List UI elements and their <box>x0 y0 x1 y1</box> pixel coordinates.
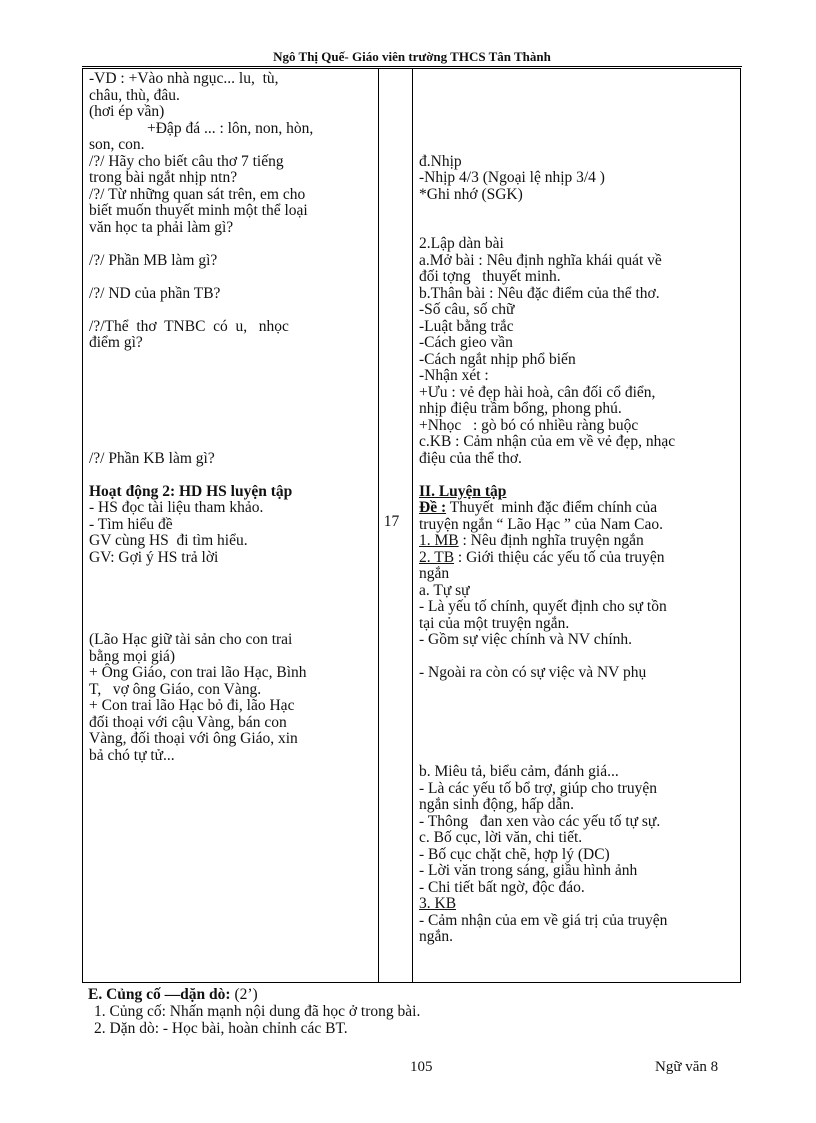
text-line: châu, thù, đâu. <box>89 86 180 104</box>
text-line: /?/ Hãy cho biết câu thơ 7 tiếng <box>89 152 284 170</box>
text-line: truyện ngắn “ Lão Hạc ” của Nam Cao. <box>419 515 664 533</box>
text-line: - Thông đan xen vào các yếu tố tự sự. <box>419 812 661 830</box>
text-line: +Nhọc : gò bó có nhiều ràng buộc <box>419 416 639 434</box>
text-line: - Bố cục chặt chẽ, hợp lý (DC) <box>419 845 610 863</box>
mb-text: : Nêu định nghĩa truyện ngắn <box>458 532 644 549</box>
column-divider-right <box>412 69 413 982</box>
text-line: điểm gì? <box>89 334 143 351</box>
text-line: GV: Gợi ý HS trả lời <box>89 548 219 566</box>
text-line: đ.Nhịp <box>419 152 462 170</box>
text-line: -VD : +Vào nhà ngục... lu, tù, <box>89 70 279 87</box>
text-line: a.Mở bài : Nêu định nghĩa khái quát về <box>419 251 662 269</box>
text-line: đối tợng thuyết minh. <box>419 268 561 285</box>
text-line: ngắn. <box>419 928 454 945</box>
text-line: 2.Lập dàn bài <box>419 235 504 252</box>
text-line: Vàng, đối thoại với ông Giáo, xin <box>89 730 298 747</box>
section-heading: II. Luyện tập <box>419 482 507 500</box>
text-line: T, vợ ông Giáo, con Vàng. <box>89 680 262 698</box>
text-line: *Ghi nhớ (SGK) <box>419 185 523 203</box>
footer-section <box>88 986 420 1037</box>
text-line: son, con. <box>89 136 145 153</box>
text-line: - Là các yếu tố bổ trợ, giúp cho truyện <box>419 779 658 797</box>
text-line: +Ưu : vẻ đẹp hài hoà, cân đối cổ điển, <box>419 383 656 401</box>
footer-title: E. Củng cố —dặn dò: <box>88 986 231 1003</box>
text-line <box>419 550 735 567</box>
text-line: 3. KB <box>419 895 457 912</box>
text-line: + Ông Giáo, con trai lão Hạc, Bình <box>89 664 307 681</box>
text-line: /?/ Phần MB làm gì? <box>89 251 218 269</box>
text-line: tại của một truyện ngắn. <box>419 614 570 632</box>
text-line: -Nhận xét : <box>419 367 489 384</box>
text-line <box>419 500 735 517</box>
text-line <box>419 533 735 550</box>
text-line: a. Tự sự <box>419 581 470 599</box>
text-line: trong bài ngắt nhịp ntn? <box>89 169 238 186</box>
text-line: ngắn sinh động, hấp dẫn. <box>419 796 574 813</box>
text-line: bằng mọi giá) <box>89 647 176 665</box>
text-line: /?/ Phần KB làm gì? <box>89 449 215 467</box>
text-line: - HS đọc tài liệu tham khảo. <box>89 499 264 516</box>
text-line: - Chi tiết bất ngờ, độc đáo. <box>419 878 585 896</box>
text-line: - Cảm nhận của em về giá trị của truyện <box>419 911 668 929</box>
text-line: + Con trai lão Hạc bỏ đi, lão Hạc <box>89 697 295 714</box>
text-line: b.Thân bài : Nêu đặc điểm của thể thơ. <box>419 284 660 302</box>
text-line: GV cùng HS đi tìm hiểu. <box>89 532 248 549</box>
text-line: ngắn <box>419 565 450 582</box>
text-line: (hơi ép vần) <box>89 103 165 120</box>
text-line: +Đập đá ... : lôn, non, hòn, <box>147 119 314 137</box>
tb-label: 2. TB <box>419 548 455 566</box>
text-line: bả chó tự tử... <box>89 746 175 764</box>
activity-heading: Hoạt động 2: HD HS luyện tập <box>89 482 293 500</box>
mb-label: 1. MB <box>419 532 459 549</box>
topic-text: Thuyết minh đặc điểm chính của <box>446 499 658 516</box>
text-line: - Tìm hiểu đề <box>89 515 173 533</box>
text-line: -Cách ngắt nhịp phổ biến <box>419 350 576 368</box>
text-line: b. Miêu tả, biểu cảm, đánh giá... <box>419 763 619 780</box>
period-number: 17 <box>383 513 400 530</box>
teacher-activity-column <box>89 71 365 764</box>
text-line: - Gồm sự việc chính và NV chính. <box>419 631 633 648</box>
footer-heading <box>88 986 420 1003</box>
text-line: /?/ ND của phần TB? <box>89 284 221 302</box>
text-line: -Cách gieo vần <box>419 334 513 351</box>
text-line: - Là yếu tố chính, quyết định cho sự tồn <box>419 598 667 615</box>
footer-time: (2’) <box>230 986 258 1003</box>
text-line: -Luật bằng trắc <box>419 317 514 335</box>
text-line: đối thoại với cậu Vàng, bán con <box>89 713 287 731</box>
text-line: c. Bố cục, lời văn, chi tiết. <box>419 829 583 846</box>
footer-item: 1. Củng cố: Nhấn mạnh nội dung đã học ở trong bài. <box>94 1003 421 1020</box>
text-line: /?/ Từ những quan sát trên, em cho <box>89 185 306 203</box>
text-line: -Nhịp 4/3 (Ngoại lệ nhịp 3/4 ) <box>419 169 605 186</box>
text-line: văn học ta phải làm gì? <box>89 218 234 236</box>
text-line: (Lão Hạc giữ tài sản cho con trai <box>89 631 293 648</box>
subject-label: Ngữ văn 8 <box>655 1059 719 1075</box>
text-line: nhịp điệu trầm bổng, phong phú. <box>419 400 622 417</box>
text-line: /?/Thể thơ TNBC có u, nhọc <box>89 317 289 335</box>
page-header: Ngô Thị Quế- Giáo viên trường THCS Tân Thành <box>82 49 742 67</box>
text-line: -Số câu, số chữ <box>419 301 515 318</box>
text-line: c.KB : Cảm nhận của em về vẻ đẹp, nhạc <box>419 433 676 450</box>
tb-text: : Giới thiệu các yếu tố của truyện <box>454 548 665 566</box>
content-column <box>419 71 735 946</box>
text-line: điệu của thể thơ. <box>419 449 522 467</box>
text-line: - Ngoài ra còn có sự việc và NV phụ <box>419 664 647 681</box>
lesson-table <box>82 68 741 983</box>
page-number: 105 <box>410 1059 433 1075</box>
footer-item: 2. Dặn dò: - Học bài, hoàn chỉnh các BT. <box>94 1020 348 1037</box>
topic-label: Đề : <box>419 499 447 516</box>
text-line: - Lời văn trong sáng, giầu hình ảnh <box>419 862 638 879</box>
text-line: biết muốn thuyết minh một thể loại <box>89 202 308 219</box>
